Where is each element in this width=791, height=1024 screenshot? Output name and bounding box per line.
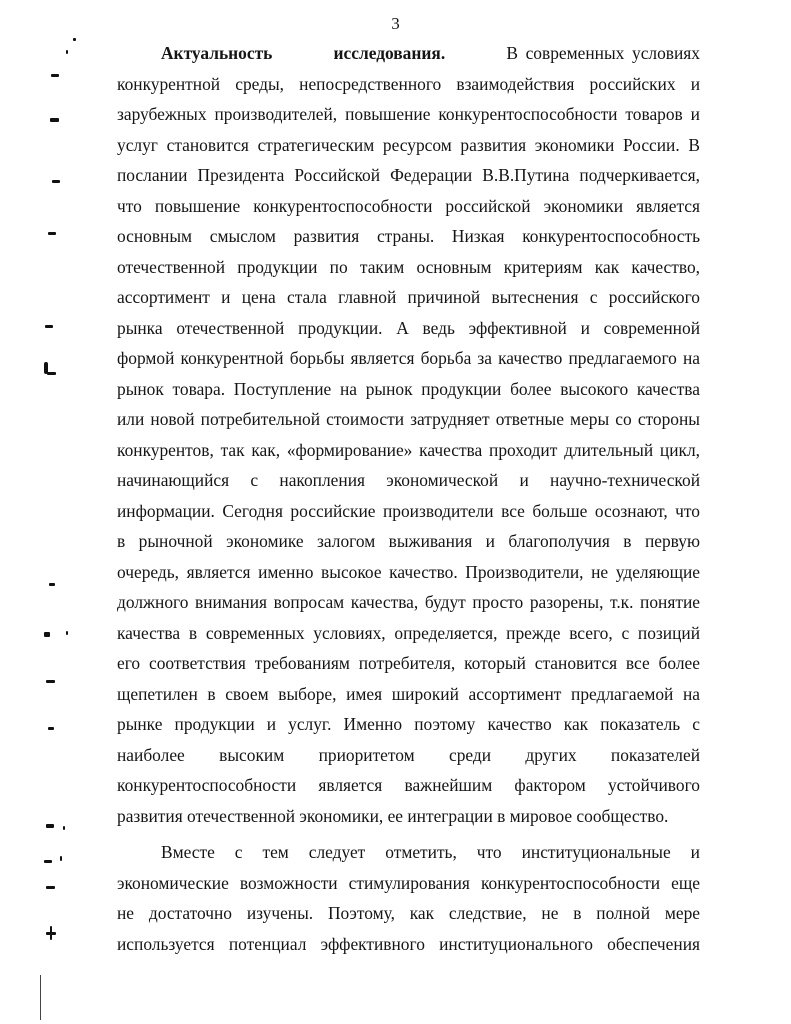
scan-mark bbox=[49, 583, 55, 586]
scan-mark bbox=[47, 372, 56, 375]
text-line: качества в современных условиях, определяется, прежде всего, с позиций bbox=[117, 622, 700, 643]
text-line: развития отечественной экономики, ее интеграции в мировое сообщество. bbox=[117, 805, 669, 826]
text-line: основным смыслом развития страны. Низкая конкурентоспособность bbox=[117, 226, 700, 246]
text-line: в рыночной экономике залогом выживания и благополучия в первую bbox=[117, 531, 700, 551]
document-body bbox=[117, 38, 700, 959]
text-line: рынка отечественной продукции. А ведь эффективной и современной bbox=[117, 317, 700, 338]
scan-mark bbox=[52, 180, 60, 183]
text-line: Вместе с тем следует отметить, что институциональные и bbox=[161, 842, 700, 862]
scan-mark bbox=[44, 632, 50, 637]
scan-mark bbox=[50, 118, 59, 122]
heading-word-2: исследования. bbox=[333, 43, 446, 63]
text-line: зарубежных производителей, повышение конкурентоспособности товаров и bbox=[117, 104, 700, 124]
text-line: или новой потребительной стоимости затрудняет ответные меры со стороны bbox=[117, 409, 700, 429]
scan-mark bbox=[46, 680, 55, 683]
text-line: очередь, является именно высокое качество. Производители, не уделяющие bbox=[117, 561, 700, 582]
text-line: должного внимания вопросам качества, будут просто разорены, т.к. понятие bbox=[117, 592, 700, 612]
text-line: рынке продукции и услуг. Именно поэтому качество как показатель с bbox=[117, 714, 700, 734]
scan-mark bbox=[66, 631, 68, 635]
text-line: ассортимент и цена стала главной причиной вытеснения с российского bbox=[117, 287, 700, 307]
text-line: послании Президента Российской Федерации В.В.Путина подчеркивается, bbox=[117, 165, 700, 185]
text-line: информации. Сегодня российские производители все больше осознают, что bbox=[117, 500, 700, 521]
scan-line bbox=[40, 975, 41, 1020]
text-line: рынок товара. Поступление на рынок продукции более высокого качества bbox=[117, 378, 700, 399]
scan-mark bbox=[46, 824, 54, 828]
paragraph-1-line-1 bbox=[117, 38, 700, 69]
scan-mark bbox=[45, 325, 53, 328]
text-line: наиболее высоким приоритетом среди других показателей bbox=[117, 744, 700, 765]
text-line: начинающийся с накопления экономической и научно-технической bbox=[117, 470, 700, 490]
scan-mark bbox=[63, 826, 65, 830]
text-line: не достаточно изучены. Поэтому, как следствие, не в полной мере bbox=[117, 903, 700, 923]
text-line: конкурентной среды, непосредственного взаимодействия российских и bbox=[117, 73, 700, 94]
text-line: экономические возможности стимулирования конкурентоспособности еще bbox=[117, 872, 700, 893]
text-line: его соответствия требованиям потребителя, который становится все более bbox=[117, 653, 700, 673]
text-line: конкурентоспособности является важнейшим фактором устойчивого bbox=[117, 775, 700, 795]
text-line: услуг становится стратегическим ресурсом развития экономики России. В bbox=[117, 134, 700, 155]
text-line: используется потенциал эффективного институционального обеспечения bbox=[117, 933, 700, 954]
text-line: конкурентов, так как, «формирование» качества проходит длительный цикл, bbox=[117, 439, 700, 460]
scan-mark bbox=[48, 232, 56, 235]
heading-word-1: Актуальность bbox=[161, 43, 273, 63]
scan-mark bbox=[48, 727, 54, 730]
page-number: 3 bbox=[391, 14, 400, 33]
scan-mark bbox=[60, 856, 62, 861]
text-line: щепетилен в своем выборе, имея широкий ассортимент предлагаемой на bbox=[117, 683, 700, 704]
scan-mark bbox=[51, 74, 59, 77]
scan-mark bbox=[73, 38, 76, 41]
paragraph-1-line-1-text: В современных условиях bbox=[506, 43, 700, 63]
text-line: что повышение конкурентоспособности российской экономики является bbox=[117, 195, 700, 216]
text-line: отечественной продукции по таким основным критериям как качество, bbox=[117, 256, 700, 277]
scan-mark bbox=[46, 886, 55, 889]
scan-mark bbox=[66, 50, 68, 54]
text-line: формой конкурентной борьбы является борьба за качество предлагаемого на bbox=[117, 348, 700, 368]
scan-mark bbox=[44, 860, 52, 863]
scan-mark bbox=[50, 926, 52, 940]
